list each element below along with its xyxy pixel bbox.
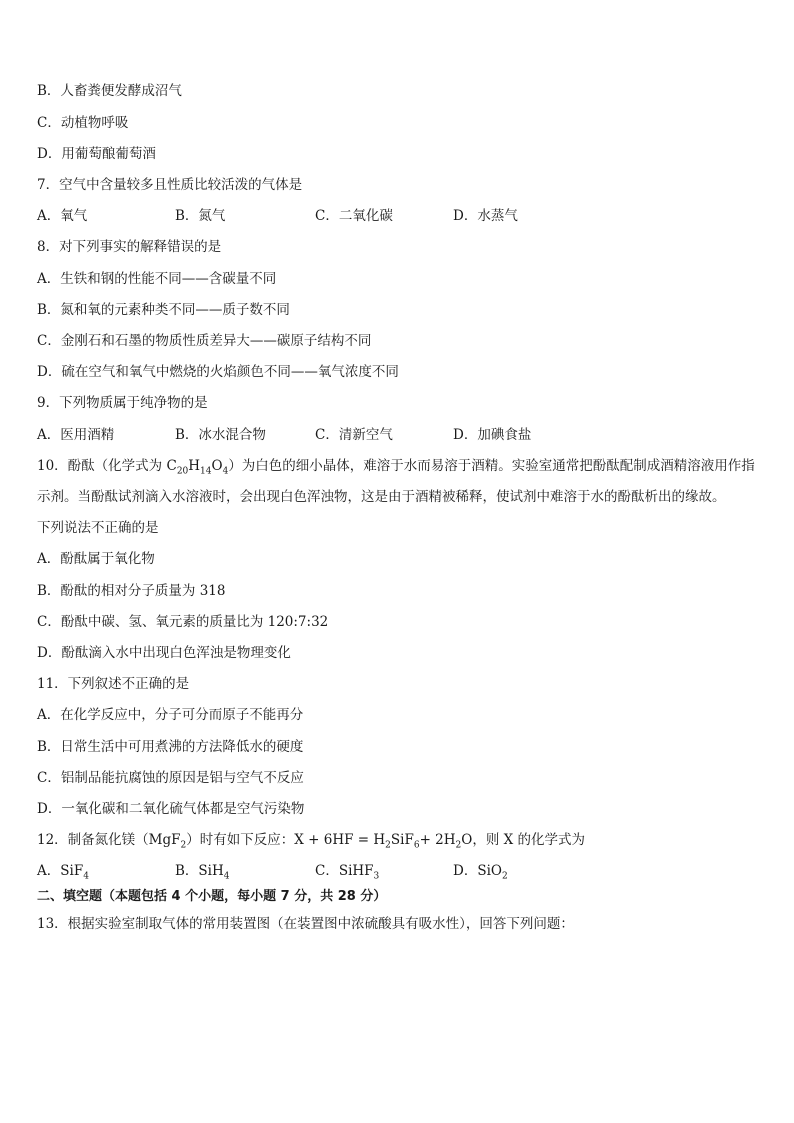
q11-option-a: A．在化学反应中，分子可分而原子不能再分: [37, 707, 304, 723]
q7-option-a: A．氧气: [37, 208, 88, 224]
q10-option-b: B．酚酞的相对分子质量为 318: [37, 583, 226, 599]
q10-option-d: D．酚酞滴入水中出现白色浑浊是物理变化: [37, 645, 291, 661]
q12-option-c: C．SiHF$_3$: [315, 863, 380, 882]
q7-stem: 7．空气中含量较多且性质比较活泼的气体是: [37, 177, 303, 193]
q10-stem-line3: 下列说法不正确的是: [37, 520, 159, 536]
q8-option-c: C．金刚石和石墨的物质性质差异大——碳原子结构不同: [37, 333, 372, 349]
q8-option-d: D．硫在空气和氧气中燃烧的火焰颜色不同——氧气浓度不同: [37, 364, 399, 380]
q10-option-c: C．酚酞中碳、氢、氧元素的质量比为 120:7:32: [37, 614, 329, 630]
q6-option-d: D．用葡萄酿葡萄酒: [37, 146, 156, 162]
q7-option-d: D．水蒸气: [453, 208, 518, 224]
q11-stem: 11．下列叙述不正确的是: [37, 676, 190, 692]
q11-option-d: D．一氧化碳和二氧化硫气体都是空气污染物: [37, 801, 305, 817]
q12-stem: 12．制备氮化镁（MgF$_2$）时有如下反应：$X + 6HF = H_2SiF_6+ 2H_2O$，则 X 的化学式为: [37, 832, 586, 851]
section-2-title: 二、填空题（本题包括 4 个小题，每小题 7 分，共 28 分）: [37, 889, 387, 904]
q10-option-a: A．酚酞属于氧化物: [37, 551, 155, 567]
q7-option-b: B．氮气: [175, 208, 226, 224]
q8-option-b: B．氮和氧的元素种类不同——质子数不同: [37, 302, 290, 318]
q6-option-b: B．人畜粪便发酵成沼气: [37, 83, 182, 99]
q9-stem: 9．下列物质属于纯净物的是: [37, 395, 208, 411]
q10-stem-line2: 示剂。当酚酞试剂滴入水溶液时，会出现白色浑浊物，这是由于酒精被稀释，使试剂中难溶于水的酚酞析出的缘故。: [37, 489, 726, 505]
q8-option-a: A．生铁和钢的性能不同——含碳量不同: [37, 271, 277, 287]
q12-option-a: A．SiF$_4$: [37, 863, 89, 882]
q9-option-d: D．加碘食盐: [453, 427, 532, 443]
q6-option-c: C．动植物呼吸: [37, 115, 129, 131]
q11-option-c: C．铝制品能抗腐蚀的原因是铝与空气不反应: [37, 770, 304, 786]
q10-stem-line1: 10．酚酞（化学式为 $C_{20}H_{14}O_4$）为白色的细小晶体，难溶于水而易溶于酒精。实验室通常把酚酞配制成酒精溶液用作指: [37, 458, 755, 477]
q13-stem: 13．根据实验室制取气体的常用装置图（在装置图中浓硫酸具有吸水性），回答下列问题：: [37, 916, 574, 932]
q9-option-b: B．冰水混合物: [175, 427, 266, 443]
q9-option-c: C．清新空气: [315, 427, 393, 443]
q9-option-a: A．医用酒精: [37, 427, 115, 443]
q12-option-b: B．SiH$_4$: [175, 863, 230, 882]
q7-option-c: C．二氧化碳: [315, 208, 393, 224]
q12-option-d: D．SiO$_2$: [453, 863, 508, 882]
q8-stem: 8．对下列事实的解释错误的是: [37, 239, 222, 255]
q11-option-b: B．日常生活中可用煮沸的方法降低水的硬度: [37, 739, 304, 755]
